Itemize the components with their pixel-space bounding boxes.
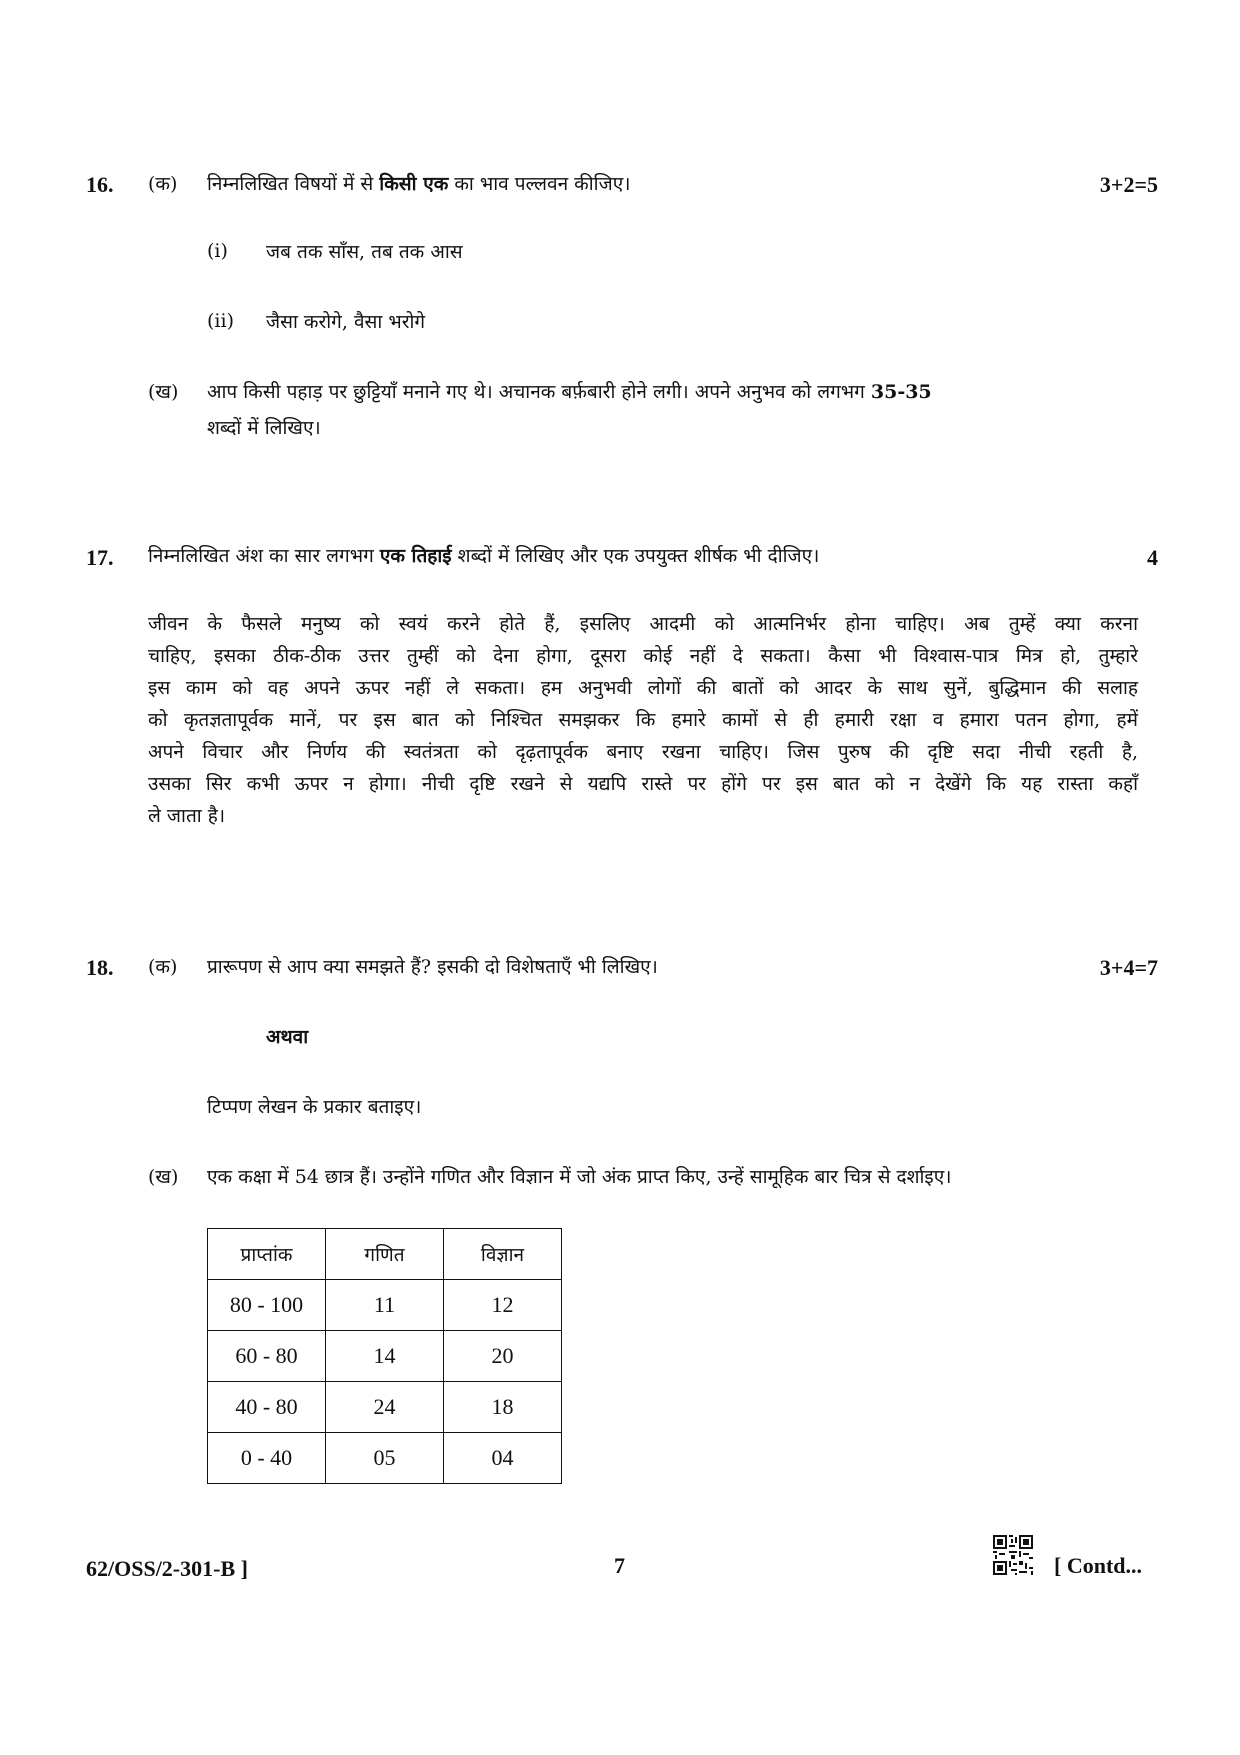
page-number: 7: [614, 1553, 625, 1578]
q18-part-a-text: प्रारूपण से आप क्या समझते हैं? इसकी दो विशेषताएँ भी लिखिए।: [207, 956, 658, 978]
passage-line: इस काम को वह अपने ऊपर नहीं ले सकता। हम अनुभवी लोगों की बातों को आदर के साथ सुनें, बुद्धिमान की सलाह: [148, 677, 1138, 699]
table-header-cell: प्राप्तांक: [208, 1229, 326, 1280]
table-cell: 18: [444, 1382, 562, 1433]
continued-label: [ Contd...: [1054, 1553, 1143, 1578]
table-cell: 04: [444, 1433, 562, 1484]
q16-part-b-line-1: आप किसी पहाड़ पर छुट्टियाँ मनाने गए थे। अचानक बर्फ़बारी होने लगी। अपने अनुभव को लगभग 35-35: [207, 381, 932, 403]
table-cell: 80 - 100: [208, 1280, 326, 1331]
q16-part-a-label: (क): [148, 173, 178, 195]
table-cell: 40 - 80: [208, 1382, 326, 1433]
passage-line: जीवन के फैसले मनुष्य को स्वयं करने होते हैं, इसलिए आदमी को आत्मनिर्भर होना चाहिए। अब तुम्हें क्या करना: [148, 613, 1138, 635]
table-cell: 12: [444, 1280, 562, 1331]
table-row: [208, 1433, 562, 1484]
marks-table: [207, 1228, 562, 1484]
question-16-number: 16.: [86, 172, 114, 197]
table-row: [208, 1331, 562, 1382]
table-cell: 14: [326, 1331, 444, 1382]
paper-code: 62/OSS/2-301-B ]: [86, 1556, 248, 1581]
q16-option-1-text: जब तक साँस, तब तक आस: [266, 241, 463, 263]
q18-alt-text: टिप्पण लेखन के प्रकार बताइए।: [207, 1096, 422, 1118]
table-cell: 11: [326, 1280, 444, 1331]
table-cell: 05: [326, 1433, 444, 1484]
table-header-cell: विज्ञान: [444, 1229, 562, 1280]
passage-line: को कृतज्ञतापूर्वक मानें, पर इस बात को निश्चित समझकर कि हमारे कामों से ही हमारी रक्षा व हमारा पतन होगा, हमें: [148, 709, 1138, 731]
passage-line: अपने विचार और निर्णय की स्वतंत्रता को दृढ़तापूर्वक बनाए रखना चाहिए। जिस पुरुष की दृष्टि सदा नीची रहती है,: [148, 741, 1138, 763]
q17-bold: एक तिहाई: [379, 545, 452, 567]
table-row: [208, 1382, 562, 1433]
table-cell: 20: [444, 1331, 562, 1382]
qr-code-icon: [993, 1535, 1033, 1575]
q18-part-a-label: (क): [148, 956, 178, 978]
q16-part-b-line-2: शब्दों में लिखिए।: [207, 417, 321, 439]
table-row: [208, 1280, 562, 1331]
q17-passage: [148, 608, 1138, 832]
q18-part-b-text: एक कक्षा में 54 छात्र हैं। उन्होंने गणित और विज्ञान में जो अंक प्राप्त किए, उन्हें सामूहिक बार चित्र से दर्शाइए।: [207, 1166, 952, 1188]
q17-marks: 4: [1147, 545, 1158, 570]
q16-option-2-text: जैसा करोगे, वैसा भरोगे: [266, 311, 426, 333]
passage-line: चाहिए, इसका ठीक-ठीक उत्तर तुम्हीं को देना होगा, दूसरा कोई नहीं दे सकता। कैसा भी विश्वास-पात्र मित्र हो, तुम्हारे: [148, 645, 1138, 667]
q16-part-a-text: निम्नलिखित विषयों में से किसी एक का भाव पल्लवन कीजिए।: [207, 173, 631, 195]
q16-part-a-bold: किसी एक: [379, 173, 449, 195]
table-header-row: [208, 1229, 562, 1280]
table-header-cell: गणित: [326, 1229, 444, 1280]
q16-option-1-label: (i): [207, 240, 228, 262]
q16-marks: 3+2=5: [1099, 172, 1158, 197]
passage-line: उसका सिर कभी ऊपर न होगा। नीची दृष्टि रखने से यद्यपि रास्ते पर होंगे पर इस बात को न देखेंगे कि यह रास्ता कहाँ: [148, 773, 1138, 795]
table-cell: 24: [326, 1382, 444, 1433]
table-cell: 0 - 40: [208, 1433, 326, 1484]
q16-option-2-label: (ii): [207, 310, 234, 332]
q17-instruction: निम्नलिखित अंश का सार लगभग एक तिहाई शब्दों में लिखिए और एक उपयुक्त शीर्षक भी दीजिए।: [148, 545, 820, 567]
question-17-number: 17.: [86, 545, 114, 570]
q16-part-b-bold: 35-35: [870, 381, 932, 403]
q18-or-label: अथवा: [266, 1026, 309, 1048]
table-cell: 60 - 80: [208, 1331, 326, 1382]
q18-part-b-label: (ख): [148, 1166, 179, 1188]
q18-marks: 3+4=7: [1099, 955, 1158, 980]
question-18-number: 18.: [86, 955, 114, 980]
q16-part-b-label: (ख): [148, 381, 179, 403]
passage-line: ले जाता है।: [148, 805, 226, 827]
